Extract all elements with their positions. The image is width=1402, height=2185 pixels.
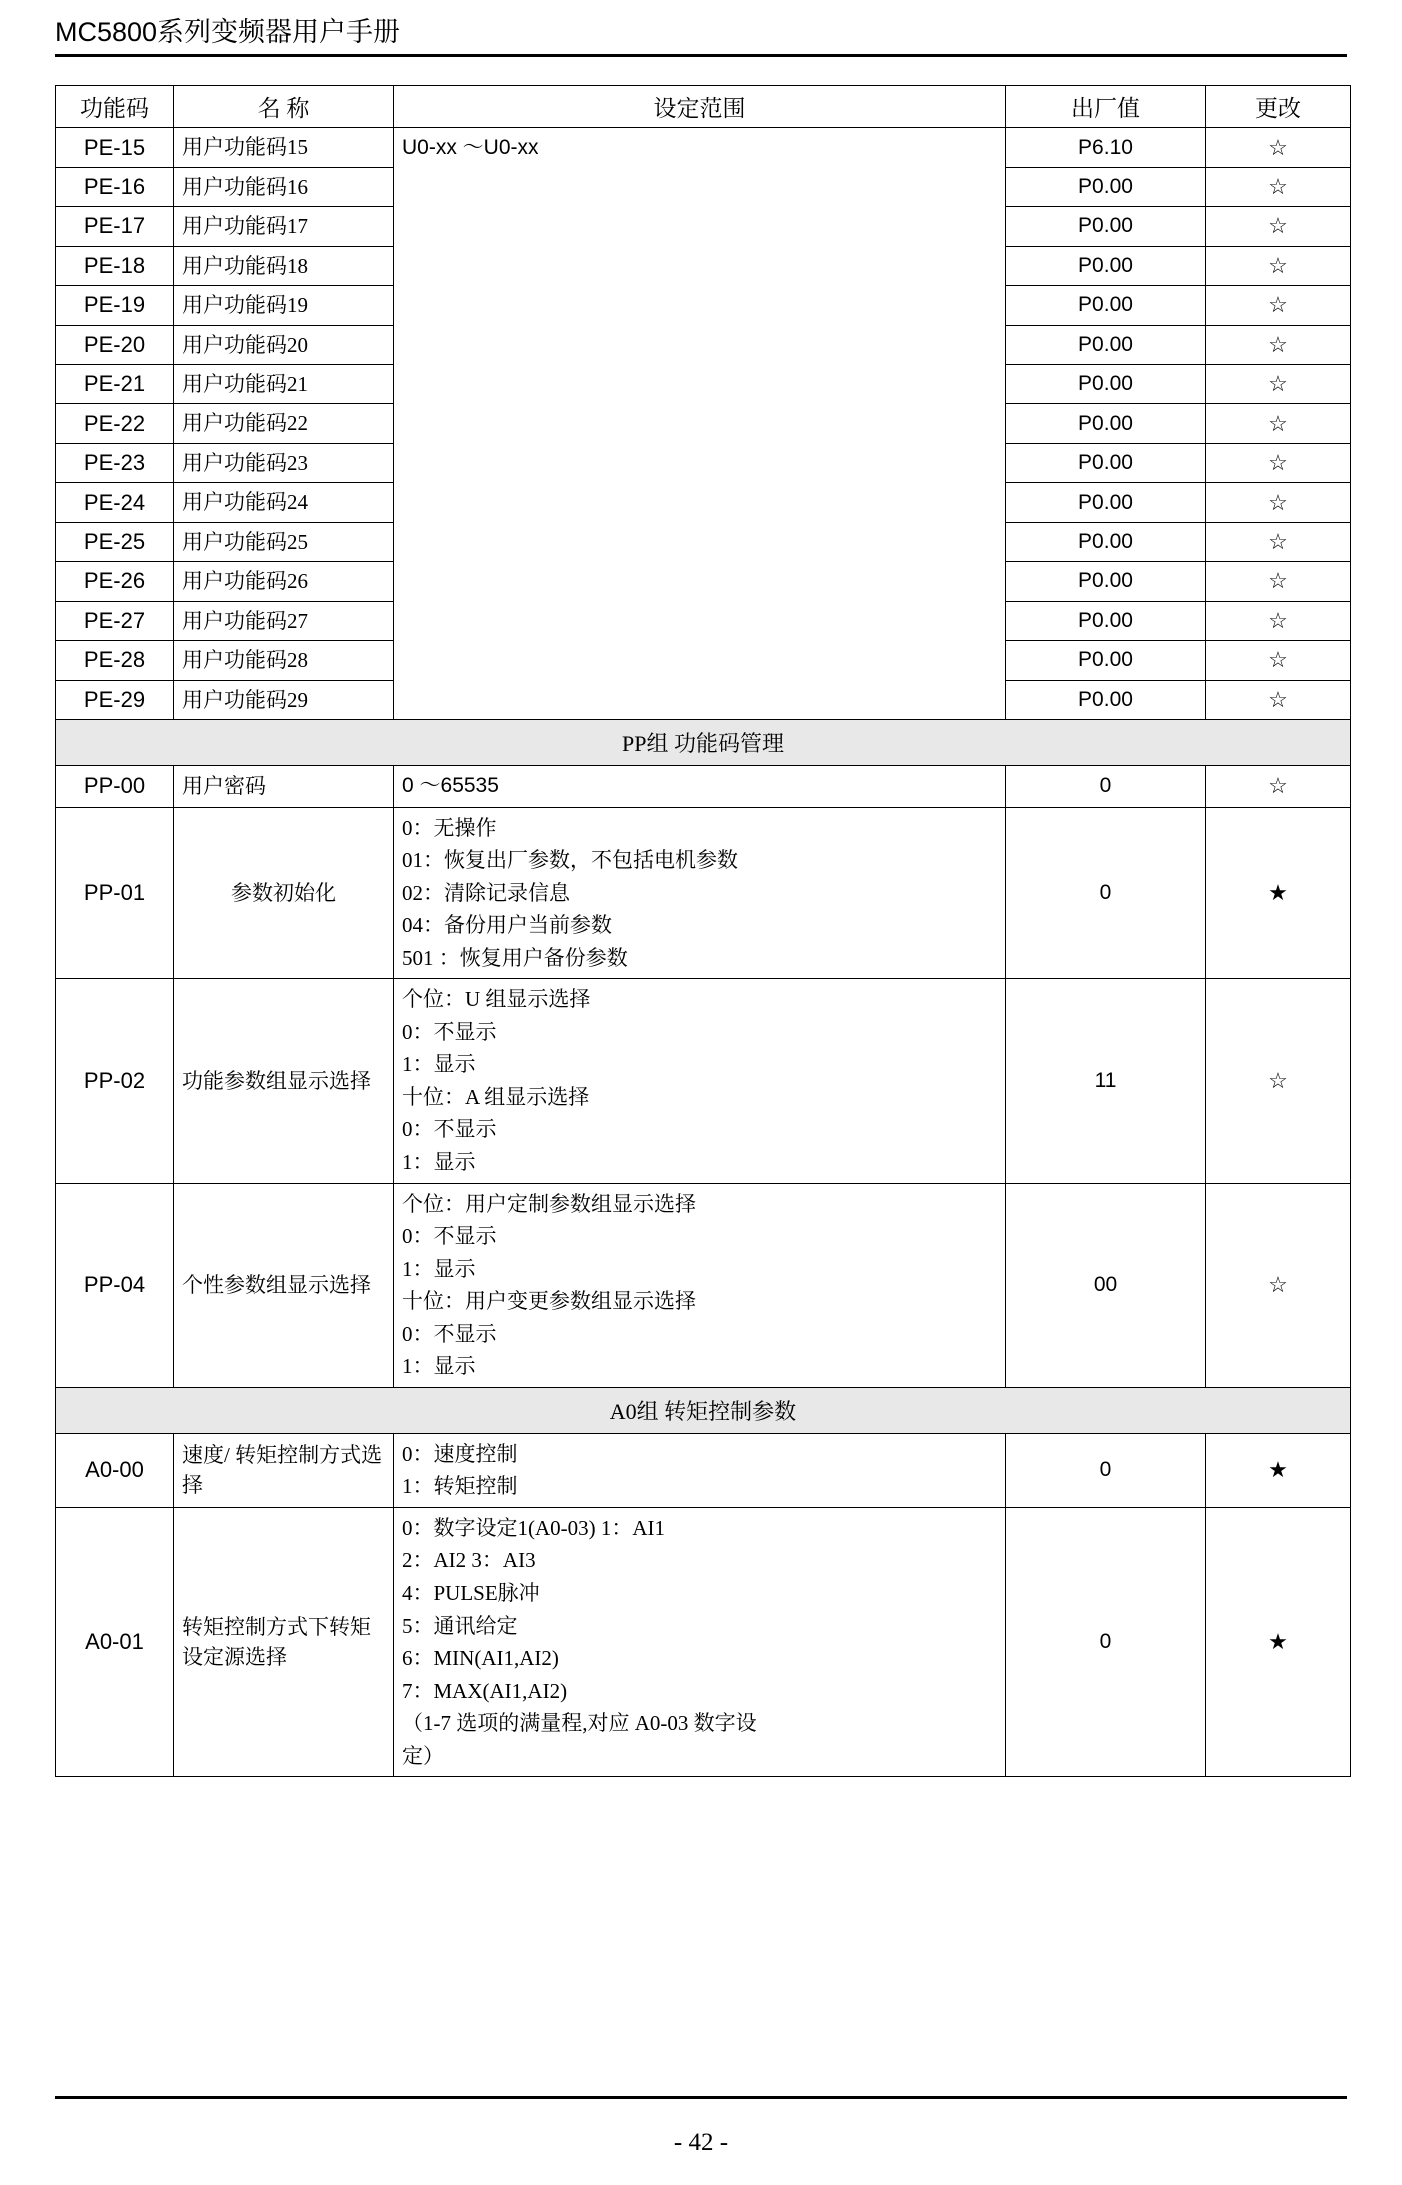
cell-code: PE-18 xyxy=(56,246,174,285)
cell-name: 转矩控制方式下转矩设定源选择 xyxy=(174,1507,394,1776)
cell-code: PE-23 xyxy=(56,443,174,482)
cell-change: ☆ xyxy=(1206,641,1351,680)
range-line: 0：速度控制 xyxy=(402,1441,518,1466)
cell-name: 用户功能码28 xyxy=(174,641,394,680)
page-number: - 42 - xyxy=(673,2129,729,2156)
cell-name: 用户功能码20 xyxy=(174,325,394,364)
range-line: 定） xyxy=(402,1743,444,1768)
range-line: 501 ：恢复用户备份参数 xyxy=(402,945,628,970)
range-line: 1：显示 xyxy=(402,1354,476,1379)
cell-change: ☆ xyxy=(1206,562,1351,601)
range-line: 0：数字设定1(A0-03) 1：AI1 xyxy=(402,1515,666,1540)
column-header-default: 出厂值 xyxy=(1006,86,1206,128)
cell-change: ☆ xyxy=(1206,522,1351,561)
cell-default: P0.00 xyxy=(1006,443,1206,482)
cell-name: 个性参数组显示选择 xyxy=(174,1183,394,1387)
cell-default: 0 xyxy=(1006,1433,1206,1507)
cell-name: 用户功能码15 xyxy=(174,128,394,167)
cell-change: ★ xyxy=(1206,807,1351,979)
cell-change: ☆ xyxy=(1206,979,1351,1183)
cell-default: P0.00 xyxy=(1006,207,1206,246)
range-line: 0：无操作 xyxy=(402,815,497,840)
cell-default: 0 xyxy=(1006,765,1206,807)
group-header-row xyxy=(56,1387,1351,1433)
cell-code: PE-24 xyxy=(56,483,174,522)
table-row xyxy=(56,979,1351,1183)
cell-default: P0.00 xyxy=(1006,246,1206,285)
cell-name: 用户功能码24 xyxy=(174,483,394,522)
cell-name: 功能参数组显示选择 xyxy=(174,979,394,1183)
cell-name: 用户功能码16 xyxy=(174,167,394,206)
cell-name: 用户密码 xyxy=(174,765,394,807)
footer-divider xyxy=(55,2096,1347,2099)
cell-range xyxy=(394,1507,1006,1776)
cell-code: PE-25 xyxy=(56,522,174,561)
column-header-range: 设定范围 xyxy=(394,86,1006,128)
cell-name: 用户功能码26 xyxy=(174,562,394,601)
range-line: 0：不显示 xyxy=(402,1117,497,1142)
cell-change: ☆ xyxy=(1206,601,1351,640)
range-line: 7：MAX(AI1,AI2) xyxy=(402,1678,568,1703)
range-line: 2：AI2 3：AI3 xyxy=(402,1548,536,1573)
cell-default: 11 xyxy=(1006,979,1206,1183)
cell-change: ☆ xyxy=(1206,365,1351,404)
cell-change: ☆ xyxy=(1206,765,1351,807)
cell-change: ☆ xyxy=(1206,680,1351,719)
cell-name: 参数初始化 xyxy=(174,807,394,979)
group-title-pp: PP组 功能码管理 xyxy=(56,719,1351,765)
cell-range xyxy=(394,807,1006,979)
cell-change: ☆ xyxy=(1206,286,1351,325)
column-header-name: 名 称 xyxy=(174,86,394,128)
cell-code: PE-27 xyxy=(56,601,174,640)
cell-range: U0-xx ～U0-xx xyxy=(394,128,1006,720)
cell-default: P0.00 xyxy=(1006,167,1206,206)
range-line: 6：MIN(AI1,AI2) xyxy=(402,1646,559,1671)
cell-default: P0.00 xyxy=(1006,641,1206,680)
page-header xyxy=(55,0,1347,48)
cell-default: P0.00 xyxy=(1006,522,1206,561)
cell-name: 用户功能码18 xyxy=(174,246,394,285)
cell-name: 用户功能码17 xyxy=(174,207,394,246)
range-line: 02：清除记录信息 xyxy=(402,880,570,905)
cell-code: PE-15 xyxy=(56,128,174,167)
range-line: 04：备份用户当前参数 xyxy=(402,913,612,938)
column-header-code: 功能码 xyxy=(56,86,174,128)
parameter-table xyxy=(55,85,1351,1777)
range-line: 5：通讯给定 xyxy=(402,1613,518,1638)
cell-change: ☆ xyxy=(1206,246,1351,285)
cell-code: PE-22 xyxy=(56,404,174,443)
range-line: 01：恢复出厂参数，不包括电机参数 xyxy=(402,848,738,873)
range-line: 1：显示 xyxy=(402,1256,476,1281)
cell-default: 0 xyxy=(1006,807,1206,979)
range-line: 1：显示 xyxy=(402,1052,476,1077)
range-line: 0：不显示 xyxy=(402,1321,497,1346)
cell-default: P0.00 xyxy=(1006,404,1206,443)
cell-change: ☆ xyxy=(1206,325,1351,364)
cell-default: P0.00 xyxy=(1006,365,1206,404)
range-line: 0：不显示 xyxy=(402,1019,497,1044)
cell-change: ★ xyxy=(1206,1507,1351,1776)
cell-name: 用户功能码27 xyxy=(174,601,394,640)
range-line: 十位：A 组显示选择 xyxy=(402,1084,590,1109)
cell-code: PP-00 xyxy=(56,765,174,807)
cell-default: P6.10 xyxy=(1006,128,1206,167)
cell-code: PP-01 xyxy=(56,807,174,979)
cell-code: PE-29 xyxy=(56,680,174,719)
cell-name: 用户功能码29 xyxy=(174,680,394,719)
cell-code: PE-16 xyxy=(56,167,174,206)
table-header-row xyxy=(56,86,1351,128)
cell-code: PE-20 xyxy=(56,325,174,364)
group-title-a0: A0组 转矩控制参数 xyxy=(56,1387,1351,1433)
range-line: 个位：U 组显示选择 xyxy=(402,987,591,1012)
table-row xyxy=(56,128,1351,167)
range-line: （1-7 选项的满量程,对应 A0-03 数字设 xyxy=(402,1711,757,1736)
cell-name: 用户功能码21 xyxy=(174,365,394,404)
header-divider xyxy=(55,54,1347,57)
cell-default: 0 xyxy=(1006,1507,1206,1776)
cell-default: P0.00 xyxy=(1006,562,1206,601)
cell-default: P0.00 xyxy=(1006,680,1206,719)
cell-default: P0.00 xyxy=(1006,601,1206,640)
cell-change: ☆ xyxy=(1206,128,1351,167)
manual-title: MC5800系列变频器用户手册 xyxy=(55,17,401,47)
cell-name: 用户功能码22 xyxy=(174,404,394,443)
cell-default: P0.00 xyxy=(1006,483,1206,522)
column-header-change: 更改 xyxy=(1206,86,1351,128)
cell-range xyxy=(394,1433,1006,1507)
cell-code: PE-28 xyxy=(56,641,174,680)
cell-name: 用户功能码23 xyxy=(174,443,394,482)
table-row xyxy=(56,1183,1351,1387)
cell-name: 用户功能码25 xyxy=(174,522,394,561)
cell-code: A0-01 xyxy=(56,1507,174,1776)
cell-change: ☆ xyxy=(1206,207,1351,246)
range-line: 1：转矩控制 xyxy=(402,1474,518,1499)
cell-change: ☆ xyxy=(1206,443,1351,482)
range-line: 十位：用户变更参数组显示选择 xyxy=(402,1289,696,1314)
cell-change: ☆ xyxy=(1206,483,1351,522)
group-header-row xyxy=(56,719,1351,765)
cell-change: ☆ xyxy=(1206,167,1351,206)
cell-code: PP-02 xyxy=(56,979,174,1183)
table-row xyxy=(56,807,1351,979)
cell-name: 速度/ 转矩控制方式选择 xyxy=(174,1433,394,1507)
cell-default: 00 xyxy=(1006,1183,1206,1387)
cell-change: ★ xyxy=(1206,1433,1351,1507)
table-row xyxy=(56,1433,1351,1507)
table-body xyxy=(56,128,1351,1777)
cell-name: 用户功能码19 xyxy=(174,286,394,325)
range-line: 个位：用户定制参数组显示选择 xyxy=(402,1191,696,1216)
cell-change: ☆ xyxy=(1206,1183,1351,1387)
range-line: 4：PULSE脉冲 xyxy=(402,1580,540,1605)
cell-default: P0.00 xyxy=(1006,325,1206,364)
range-line: 1：显示 xyxy=(402,1149,476,1174)
cell-code: A0-00 xyxy=(56,1433,174,1507)
table-row xyxy=(56,765,1351,807)
cell-code: PE-19 xyxy=(56,286,174,325)
cell-default: P0.00 xyxy=(1006,286,1206,325)
cell-range xyxy=(394,979,1006,1183)
cell-code: PP-04 xyxy=(56,1183,174,1387)
cell-range xyxy=(394,765,1006,807)
cell-code: PE-26 xyxy=(56,562,174,601)
cell-code: PE-21 xyxy=(56,365,174,404)
table-row xyxy=(56,1507,1351,1776)
cell-change: ☆ xyxy=(1206,404,1351,443)
cell-range xyxy=(394,1183,1006,1387)
range-line: 0：不显示 xyxy=(402,1224,497,1249)
table-head xyxy=(56,86,1351,128)
range-line: 0 ～65535 xyxy=(402,773,499,797)
cell-code: PE-17 xyxy=(56,207,174,246)
